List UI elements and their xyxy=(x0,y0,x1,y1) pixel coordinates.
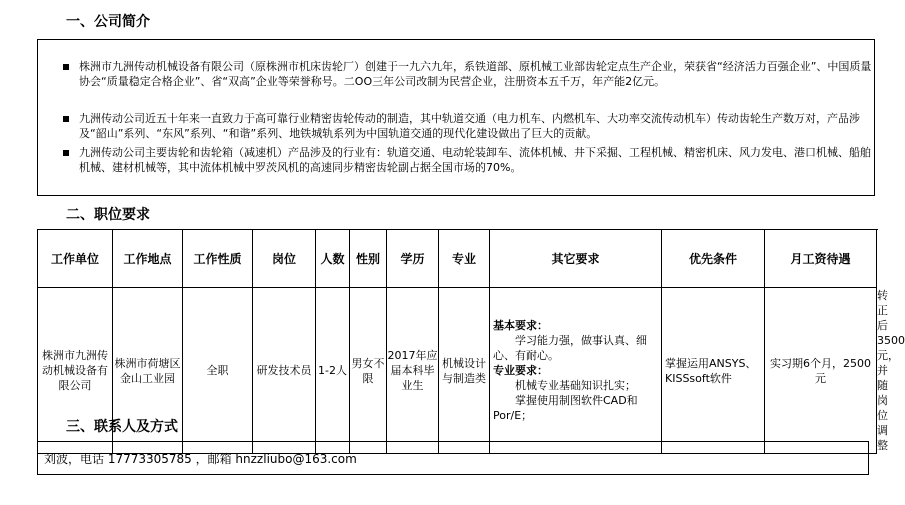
header-nature: 工作性质 xyxy=(183,230,253,288)
bullet-square-icon xyxy=(63,150,69,156)
cell-position: 研发技术员 xyxy=(253,288,316,454)
header-count: 人数 xyxy=(316,230,350,288)
table-header-row xyxy=(38,230,877,288)
header-gender: 性别 xyxy=(350,230,387,288)
bullet-square-icon xyxy=(63,64,69,70)
cell-major: 机械设计与制造类 xyxy=(439,288,490,454)
professional-requirements-label: 专业要求： xyxy=(493,364,548,377)
header-position: 岗位 xyxy=(253,230,316,288)
basic-requirements-text: 学习能力强，做事认真、细心、有耐心。 xyxy=(493,334,647,362)
cell-gender: 男女不限 xyxy=(350,288,387,454)
section-title-job-requirements: 二、职位要求 xyxy=(66,207,150,223)
basic-requirements-label: 基本要求： xyxy=(493,319,548,332)
table-row: 株洲市九洲传动机械设备有限公司 株洲市荷塘区金山工业园 全职 研发技术员 1-2人 男女不限 2017年应届本科毕业生 机械设计与制造类 基本要求： 学习能力强，做事认真、细心、有耐心。 专业要求： 机械专业基础知识扎实； 掌握使用制图软件CAD和Por/E； 掌握运用ANSYS、KISSsoft软件 实习期6个月，2500元 转正后3500元，并随岗位调整 xyxy=(38,288,877,454)
cell-nature: 全职 xyxy=(183,288,253,454)
header-other-requirements: 其它要求 xyxy=(490,230,662,288)
cell-education: 2017年应届本科毕业生 xyxy=(387,288,439,454)
cell-other-requirements xyxy=(490,288,662,454)
header-preferred: 优先条件 xyxy=(662,230,765,288)
header-unit: 工作单位 xyxy=(38,230,113,288)
cell-unit: 株洲市九洲传动机械设备有限公司 xyxy=(38,288,113,454)
intro-text-2: 九洲传动公司近五十年来一直致力于高可靠行业精密齿轮传动的制造，其中轨道交通（电力机车、内燃机车、大功率交流传动机车）传动齿轮生产数万对，产品涉及“韶山”系列、“东风”系列、“和谐”系列、地铁城轨系列为中国轨道交通的现代化建设做出了巨大的贡献。 xyxy=(79,112,860,140)
professional-requirements-text-1: 机械专业基础知识扎实； xyxy=(515,379,636,392)
section-title-contact: 三、联系人及方式 xyxy=(66,419,178,435)
header-salary: 月工资待遇 xyxy=(765,230,877,288)
header-major: 专业 xyxy=(439,230,490,288)
header-location: 工作地点 xyxy=(113,230,183,288)
bullet-square-icon xyxy=(63,116,69,122)
cell-location: 株洲市荷塘区金山工业园 xyxy=(113,288,183,454)
section-title-company-intro: 一、公司简介 xyxy=(66,14,150,30)
company-intro-box xyxy=(37,39,875,196)
intro-bullet-1 xyxy=(63,59,878,89)
cell-salary-trial: 实习期6个月，2500元 xyxy=(765,288,877,454)
cell-count: 1-2人 xyxy=(316,288,350,454)
intro-text-3: 九洲传动公司主要齿轮和齿轮箱（减速机）产品涉及的行业有：轨道交通、电动轮装卸车、流体机械、井下采掘、工程机械、精密机床、风力发电、港口机械、船舶机械、建材机械等，其中流体机械中罗茨风机的高速同步精密齿轮副占据全国市场的70%。 xyxy=(79,146,871,174)
professional-requirements-text-2: 掌握使用制图软件CAD和Por/E； xyxy=(493,394,638,422)
intro-text-1: 株洲市九洲传动机械设备有限公司（原株洲市机床齿轮厂）创建于一九六九年，系铁道部、原机械工业部齿轮定点生产企业，荣获省“经济活力百强企业”、中国质量协会“质量稳定合格企业”、省“双高”企业等荣誉称号。二OO三年公司改制为民营企业，注册资本五千万，年产能2亿元。 xyxy=(79,60,872,88)
intro-bullet-2 xyxy=(63,111,878,141)
contact-box xyxy=(37,441,869,475)
header-education: 学历 xyxy=(387,230,439,288)
contact-info: 刘波，电话 17773305785 ，邮箱 hnzzliubo@163.com xyxy=(44,452,357,466)
cell-preferred: 掌握运用ANSYS、KISSsoft软件 xyxy=(662,288,765,454)
intro-bullet-3 xyxy=(63,145,878,175)
